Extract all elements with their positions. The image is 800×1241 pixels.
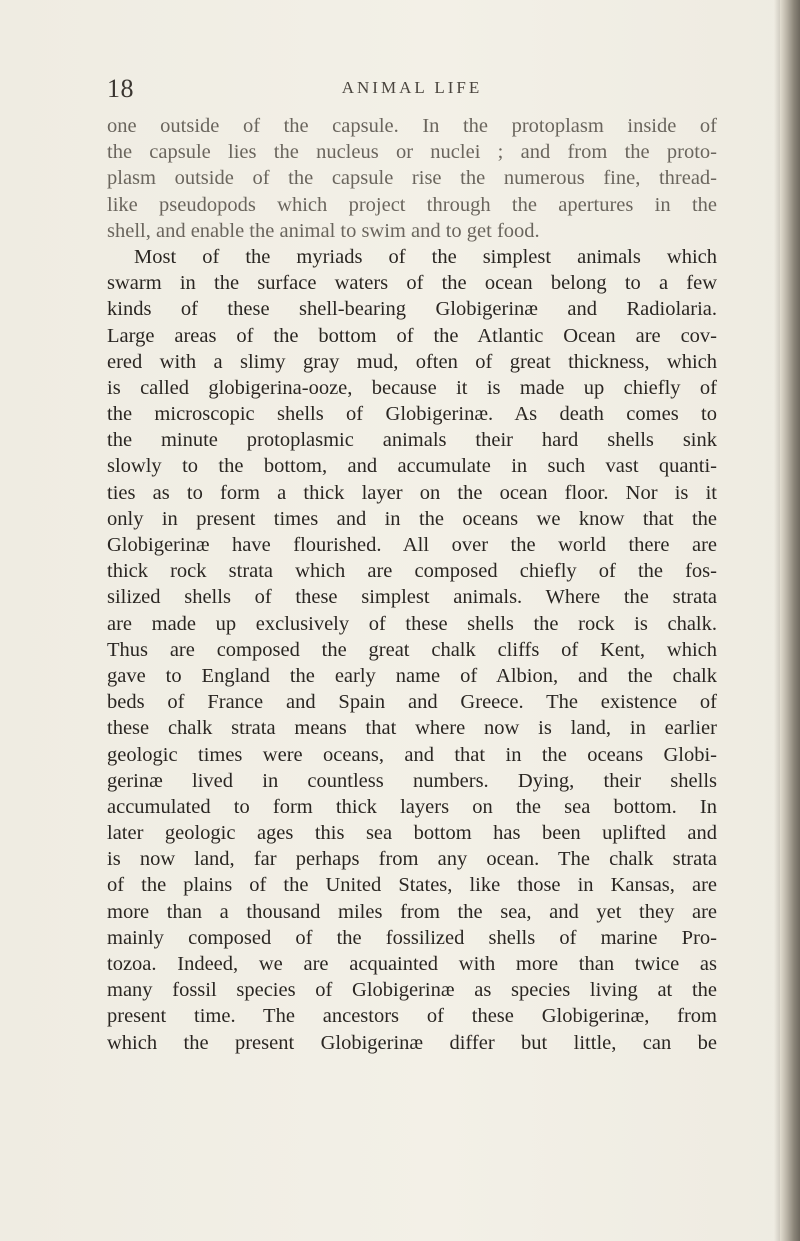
text-line: is called globigerina-ooze, because it is made up chiefly of xyxy=(107,376,717,399)
text-line: which the present Globigerinæ differ but little, can be xyxy=(107,1031,717,1054)
text-line: the microscopic shells of Globigerinæ. As death comes to xyxy=(107,403,717,426)
text-line: thick rock strata which are composed chiefly of the fos- xyxy=(107,560,717,583)
text-line: slowly to the bottom, and accumulate in such vast quanti- xyxy=(107,455,717,478)
text-line: one outside of the capsule. In the protoplasm inside of xyxy=(107,115,717,137)
text-line: plasm outside of the capsule rise the numerous fine, thread- xyxy=(107,167,717,190)
paragraph-start-line: Most of the myriads of the simplest animals which xyxy=(134,245,717,268)
book-spine-edge xyxy=(780,0,800,1241)
text-line: of the plains of the United States, like those in Kansas, are xyxy=(107,874,717,897)
text-line: more than a thousand miles from the sea, and yet they are xyxy=(107,900,717,923)
text-line: like pseudopods which project through the apertures in the xyxy=(107,193,717,216)
text-line: gave to England the early name of Albion, and the chalk xyxy=(107,664,717,687)
text-line: Globigerinæ have flourished. All over the world there are xyxy=(107,534,717,556)
text-line: geologic times were oceans, and that in the oceans Globi- xyxy=(107,743,717,766)
body-text xyxy=(107,113,717,1056)
text-line: many fossil species of Globigerinæ as species living at the xyxy=(107,979,717,1002)
text-line: kinds of these shell-bearing Globigerinæ and Radiolaria. xyxy=(107,298,717,321)
text-line: are made up exclusively of these shells the rock is chalk. xyxy=(107,612,717,635)
text-line: mainly composed of the fossilized shells of marine Pro- xyxy=(107,926,717,949)
text-line: silized shells of these simplest animals. Where the strata xyxy=(107,586,717,609)
text-line: Large areas of the bottom of the Atlantic Ocean are cov- xyxy=(107,324,717,347)
text-line: gerinæ lived in countless numbers. Dying, their shells xyxy=(107,769,717,792)
text-line: tozoa. Indeed, we are acquainted with more than twice as xyxy=(107,953,717,975)
text-line: shell, and enable the animal to swim and to get food. xyxy=(107,219,540,242)
text-line: the capsule lies the nucleus or nuclei ; and from the proto- xyxy=(107,141,717,164)
text-line: ered with a slimy gray mud, often of great thickness, which xyxy=(107,350,717,373)
text-line: the minute protoplasmic animals their hard shells sink xyxy=(107,429,717,452)
text-line: only in present times and in the oceans we know that the xyxy=(107,507,717,530)
text-line: later geologic ages this sea bottom has been uplifted and xyxy=(107,822,717,845)
page-header xyxy=(107,70,717,106)
text-line: Thus are composed the great chalk cliffs of Kent, which xyxy=(107,638,717,661)
text-line: beds of France and Spain and Greece. The existence of xyxy=(107,691,717,714)
page-number: 18 xyxy=(107,74,134,103)
text-line: is now land, far perhaps from any ocean. The chalk strata xyxy=(107,848,717,871)
running-head: ANIMAL LIFE xyxy=(341,78,483,97)
text-line: swarm in the surface waters of the ocean belong to a few xyxy=(107,272,717,295)
text-line: these chalk strata means that where now is land, in earlier xyxy=(107,717,717,740)
text-line: accumulated to form thick layers on the sea bottom. In xyxy=(107,795,717,818)
text-line: present time. The ancestors of these Globigerinæ, from xyxy=(107,1005,717,1028)
text-line: ties as to form a thick layer on the ocean floor. Nor is it xyxy=(107,481,717,504)
